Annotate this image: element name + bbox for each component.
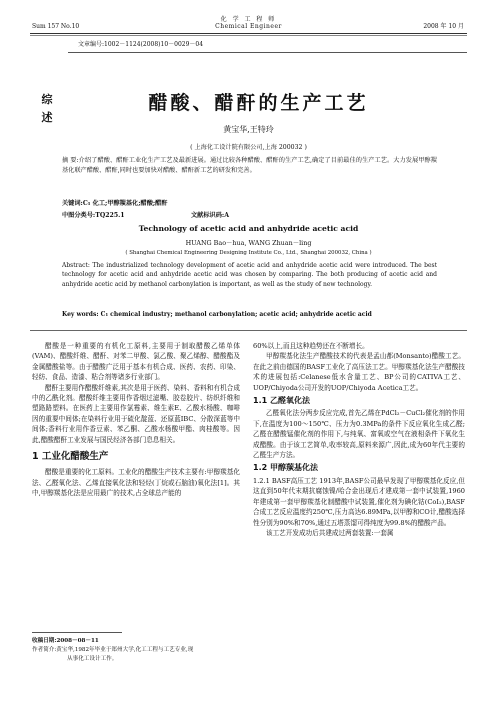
article-rule bbox=[68, 52, 467, 53]
paragraph-basf-process: 1.2.1 BASF高压工艺 1913年,BASF公司最早发现了甲醇羰基化反应,但这直到50年代末期抗腐蚀镍/哈合金出现后才建成第一套中试装置,1960年建成第一套甲醇羰基化制醋酸中试装置,催化剂为碘化钴(CoI₂),BASF合成工艺反应温度约250℃,压力高达6.89MPa,以甲醇和CO计,醋酸选择性分别为90%和70%,通过五塔蒸馏可得纯度为99.8%的醋酸产品。 bbox=[253, 476, 465, 527]
abstract-rule bbox=[30, 330, 467, 331]
journal-name-en: Chemical Engineer bbox=[215, 23, 282, 30]
keywords-en: Key words: C₁ chemical industry; methanol carbonylation; acetic acid; anhydride acetic acid bbox=[62, 311, 372, 318]
section-heading-1: 1 工业化醋酸生产 bbox=[32, 451, 109, 463]
body-right-column bbox=[253, 341, 465, 538]
author-bio-line-2: 从事化工设计工作。 bbox=[67, 656, 118, 662]
authors-en: HUANG Bao－hua, WANG Zhuan－ling bbox=[185, 239, 312, 247]
paragraph-continuation: 60%以上,而且这种趋势还在不断增长。 bbox=[253, 342, 369, 350]
abstract-en bbox=[62, 261, 437, 289]
paragraph-acetic-uses: 醋酸是一种重要的有机化工原料,主要用于制取醋酸乙烯单体(VAM)、醋酸纤维、醋酐、对苯二甲酸、氯乙酸、聚乙烯醇、醋酸酯及金属醋酸盐等。由于醋酸广泛用于基本有机合成、医药、农药、印染、轻纺、食品、造漆、粘合剂等诸多行业部门。 bbox=[32, 342, 240, 382]
section-heading-1-1: 1.1 乙醛氧化法 bbox=[253, 396, 310, 406]
author-bio-line-1: 作者简介:黄宝华,1982年毕业于郑州大学,化工工程与工艺专业,现 bbox=[32, 647, 194, 653]
affiliation-en: ( Shanghai Chemical Engineering Designing Institute Co., Ltd., Shanghai 200032, China ) bbox=[125, 250, 372, 256]
document-code: 文献标识码:A bbox=[191, 212, 230, 219]
received-date: 收稿日期:2008－08－11 bbox=[32, 638, 99, 644]
footnote-rule bbox=[32, 632, 122, 633]
affiliation-cn: ( 上海化工设计院有限公司,上海 200032 ) bbox=[190, 144, 307, 151]
paragraph-anhydride-uses: 醋酐主要用作醋酸纤维素,其次是用于医药、染料、香料和有机合成中的乙酰化剂。醋酸纤维主要用作香烟过滤嘴、胶卷胶片、纺织纤维和塑路路塑料。在医药上主要用作氯霉素、维生素E、乙酸水杨酸、咖啡因的重要中间体;在染料行业用于硫化靛蓝、还原蓝IBC、分散深蓝等中间体;香料行业用作香豆素、苯乙酮、乙酸水杨酸甲酯、肉桂酸等。因此,醋酸醋酐工业发展与国民经济各部门息息相关。 bbox=[32, 383, 240, 444]
header-rule-thin bbox=[30, 35, 467, 36]
keywords-cn: 关键词:C₁ 化工;甲醇羰基化;醋酸;醋酐 bbox=[62, 200, 168, 207]
article-title-cn: 醋酸、醋酐的生产工艺 bbox=[148, 92, 369, 114]
clc-number: 中图分类号:TQ225.1 bbox=[62, 212, 125, 219]
journal-name-cn: 化 学 工 程 师 bbox=[220, 16, 277, 23]
issue-date: 2008 年 10 月 bbox=[423, 23, 464, 30]
abstract-cn bbox=[62, 156, 437, 175]
header-rule bbox=[30, 33, 467, 34]
abstract-cn-text: 摘 要:介绍了醋酸、醋酐工业化生产工艺及最新进展。通过比较各种醋酸、醋酐的生产工艺,确定了目前最佳的生产工艺。大力发展甲醇羰基化联产醋酸、醋酐,同时也要加快对醋酸、醋酐新工艺的研发和完善。 bbox=[62, 157, 437, 174]
paragraph-industrial-production: 醋酸是重要的化工原料。工业化的醋酸生产技术主要有:甲醇羰基化法、乙醛氧化法、乙烯直接氧化法和轻烃(丁烷或石脑油)氧化法[1]。其中,甲醇羰基化法是应用最广的技术,占全球总产能的 bbox=[32, 468, 240, 498]
body-left-column bbox=[32, 341, 240, 499]
paragraph-carbonylation: 甲醇羰基化法生产醋酸技术的代表是孟山都(Monsanto)醋酸工艺。在此之前由德国的BASF工业化了高压法工艺。甲醇羰基化法生产醋酸技术的进展包括:Celanese低水含量工艺、BP公司的CATIVA工艺、UOP/Chiyoda公司开发的UOP/Chiyoda Acetica工艺。 bbox=[253, 352, 465, 392]
article-number: 文章编号:1002－1124(2008)10－0029－04 bbox=[78, 41, 204, 48]
section-label-top: 综 bbox=[41, 93, 53, 106]
section-heading-1-2: 1.2 甲醇羰基化法 bbox=[253, 463, 318, 473]
paragraph-acetaldehyde-oxidation: 乙醛氧化法分两步反应完成,首先乙烯在PdCl₂－CuCl₂催化剂的作用下,在温度为100～150℃、压力为0.3MPa的条件下反应氧化生成乙醛;乙醛在醋酸锰催化剂的作用下,与纯氧、富氧或空气在液相条件下氧化生成醋酸。由于该工艺简单,收率较高,原料来源广,因此,成为60年代主要的乙醛生产方法。 bbox=[253, 409, 465, 460]
volume-issue: Sum 157 No.10 bbox=[32, 23, 80, 30]
section-label-bottom: 述 bbox=[41, 111, 53, 124]
article-title-en: Technology of acetic acid and anhydride acetic acid bbox=[138, 224, 359, 233]
paragraph-installations: 该工艺开发成功后共建成过两套装置:一套属 bbox=[266, 528, 394, 537]
authors-cn: 黄宝华,王特玲 bbox=[223, 125, 274, 134]
footnote bbox=[32, 637, 193, 664]
abstract-en-text: Abstract: The industrialized technology development of acetic acid and anhydride acetic acid were introduced. The best technology for acetic acid and anhydride acetic acid was chosen by comparing. The both producing of acetic acid and anhydride acetic acid by methanol carbonylation is important, as well as the study of new technology. bbox=[62, 262, 437, 288]
